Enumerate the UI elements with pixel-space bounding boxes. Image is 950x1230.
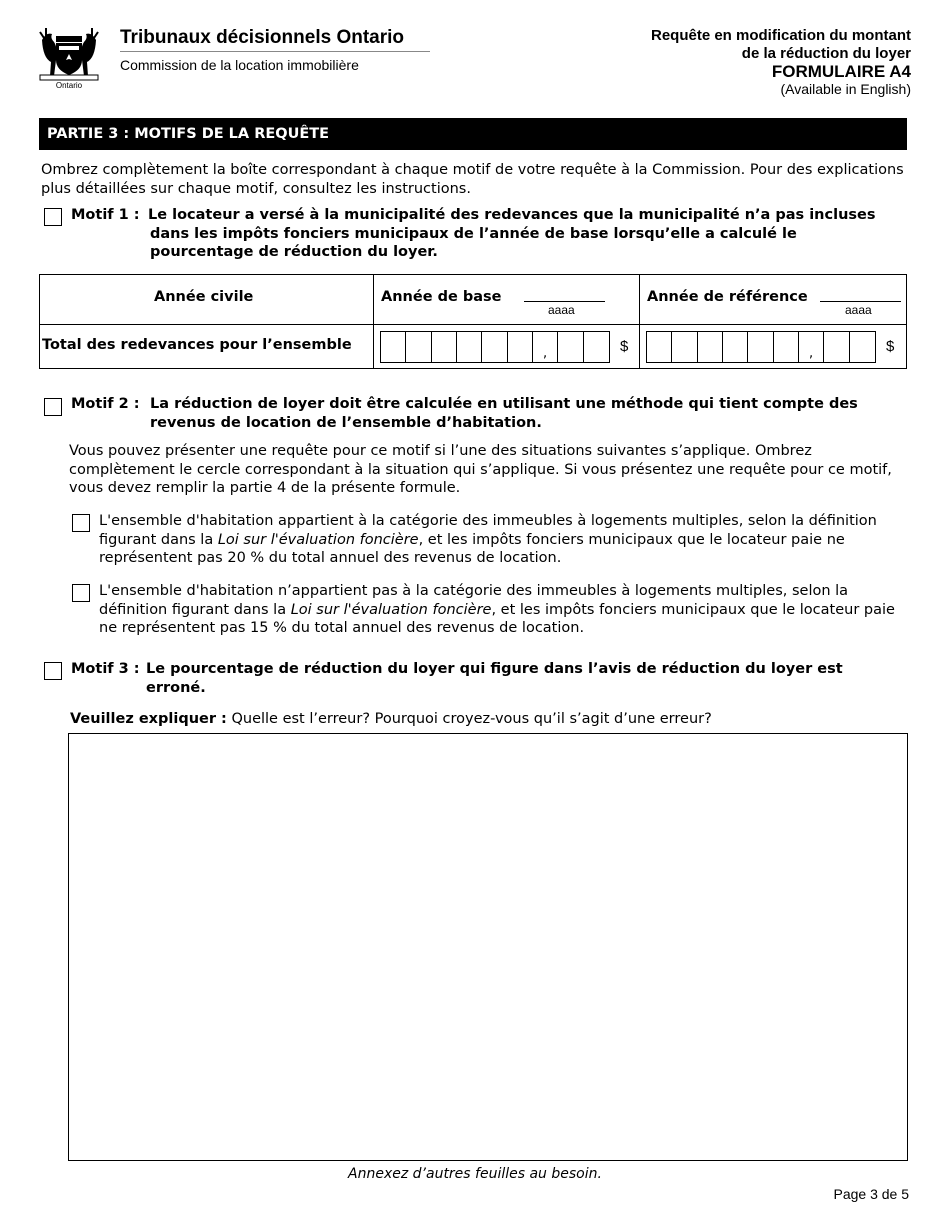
- motif3-text: Le pourcentage de réduction du loyer qui figure dans l’avis de réduction du loyer est erroné.: [146, 661, 843, 696]
- logo-caption: Ontario: [55, 81, 83, 90]
- law-title: Loi sur l'évaluation foncière: [290, 601, 492, 618]
- form-title-line2: de la réduction du loyer: [741, 45, 911, 62]
- explain-prompt: [70, 710, 908, 729]
- civil-year-label: Année civile: [154, 289, 254, 305]
- base-year-amount-input[interactable]: ,: [380, 331, 610, 363]
- motif2-intro: Vous pouvez présenter une requête pour ce motif si l’une des situations suivantes s’applique. Ombrez complètement le cercle correspondant à la situation qui s’applique. Si vous présentez une requête pour ce motif, vous devez remplir la partie 4 de la présente formule.: [69, 443, 892, 497]
- ref-year-input[interactable]: [820, 301, 901, 302]
- ref-year-currency: $: [886, 338, 895, 355]
- fees-table: [39, 274, 907, 369]
- motif1-text: Le locateur a versé à la municipalité des redevances que la municipalité n’a pas incluses dans les impôts fonciers municipaux de l’année de base lorsqu’elle a calculé le pourcentage de réduction du loyer.: [148, 207, 876, 261]
- base-year-format-hint: aaaa: [548, 303, 575, 317]
- footer-note: Annexez d’autres feuilles au besoin.: [348, 1166, 602, 1182]
- explanation-textarea[interactable]: [68, 733, 908, 1161]
- motif1-label: Motif 1 :: [71, 207, 140, 223]
- form-title-block: [651, 27, 911, 98]
- explain-question: Quelle est l’erreur? Pourquoi croyez-vous qu’il s’agit d’une erreur?: [231, 711, 712, 727]
- motif3-checkbox[interactable]: [44, 662, 62, 680]
- motif2-checkbox[interactable]: [44, 398, 62, 416]
- section-intro: Ombrez complètement la boîte correspondant à chaque motif de votre requête à la Commission. Pour des explications plus détaillées sur chaque motif, consultez les instructions.: [41, 162, 904, 197]
- motif3-label: Motif 3 :: [71, 661, 140, 677]
- form-title-line1: Requête en modification du montant: [650, 27, 911, 44]
- motif2-label: Motif 2 :: [71, 396, 140, 412]
- ref-year-amount-input[interactable]: ,: [646, 331, 876, 363]
- page-number: Page 3 de 5: [833, 1186, 909, 1202]
- law-title: Loi sur l'évaluation foncière: [217, 531, 419, 548]
- available-in-english: (Available in English): [780, 81, 911, 97]
- org-subtitle: Commission de la location immobilière: [120, 57, 359, 73]
- motif2-text: La réduction de loyer doit être calculée en utilisant une méthode qui tient compte des revenus de location de l’ensemble d’habitation.: [150, 396, 858, 431]
- ref-year-label: Année de référence: [647, 289, 808, 305]
- motif2-option1-checkbox[interactable]: [72, 514, 90, 532]
- base-year-currency: $: [620, 338, 629, 355]
- explain-label: Veuillez expliquer :: [70, 711, 227, 727]
- org-divider: [120, 51, 430, 52]
- section-title-bar: PARTIE 3 : MOTIFS DE LA REQUÊTE: [39, 118, 907, 150]
- motif2-option2-text: L'ensemble d'habitation n’appartient pas à la catégorie des immeubles à logements multiples, selon la définition figurant dans la Loi sur l'évaluation foncière, et les impôts fonciers municipaux que le locateur paie ne représentent pas 15 % du total annuel des revenus de location.: [99, 583, 895, 637]
- motif1-checkbox[interactable]: [44, 208, 62, 226]
- total-fees-label: Total des redevances pour l’ensemble: [42, 337, 352, 353]
- motif2-option1-text: L'ensemble d'habitation appartient à la catégorie des immeubles à logements multiples, selon la définition figurant dans la Loi sur l'évaluation foncière, et les impôts fonciers municipaux que le locateur paie ne représentent pas 20 % du total annuel des revenus de location.: [99, 513, 877, 567]
- motif2-option2-checkbox[interactable]: [72, 584, 90, 602]
- org-title: Tribunaux décisionnels Ontario: [120, 27, 404, 48]
- form-code: FORMULAIRE A4: [771, 62, 911, 81]
- base-year-label: Année de base: [381, 289, 502, 305]
- ref-year-format-hint: aaaa: [845, 303, 872, 317]
- base-year-input[interactable]: [524, 301, 605, 302]
